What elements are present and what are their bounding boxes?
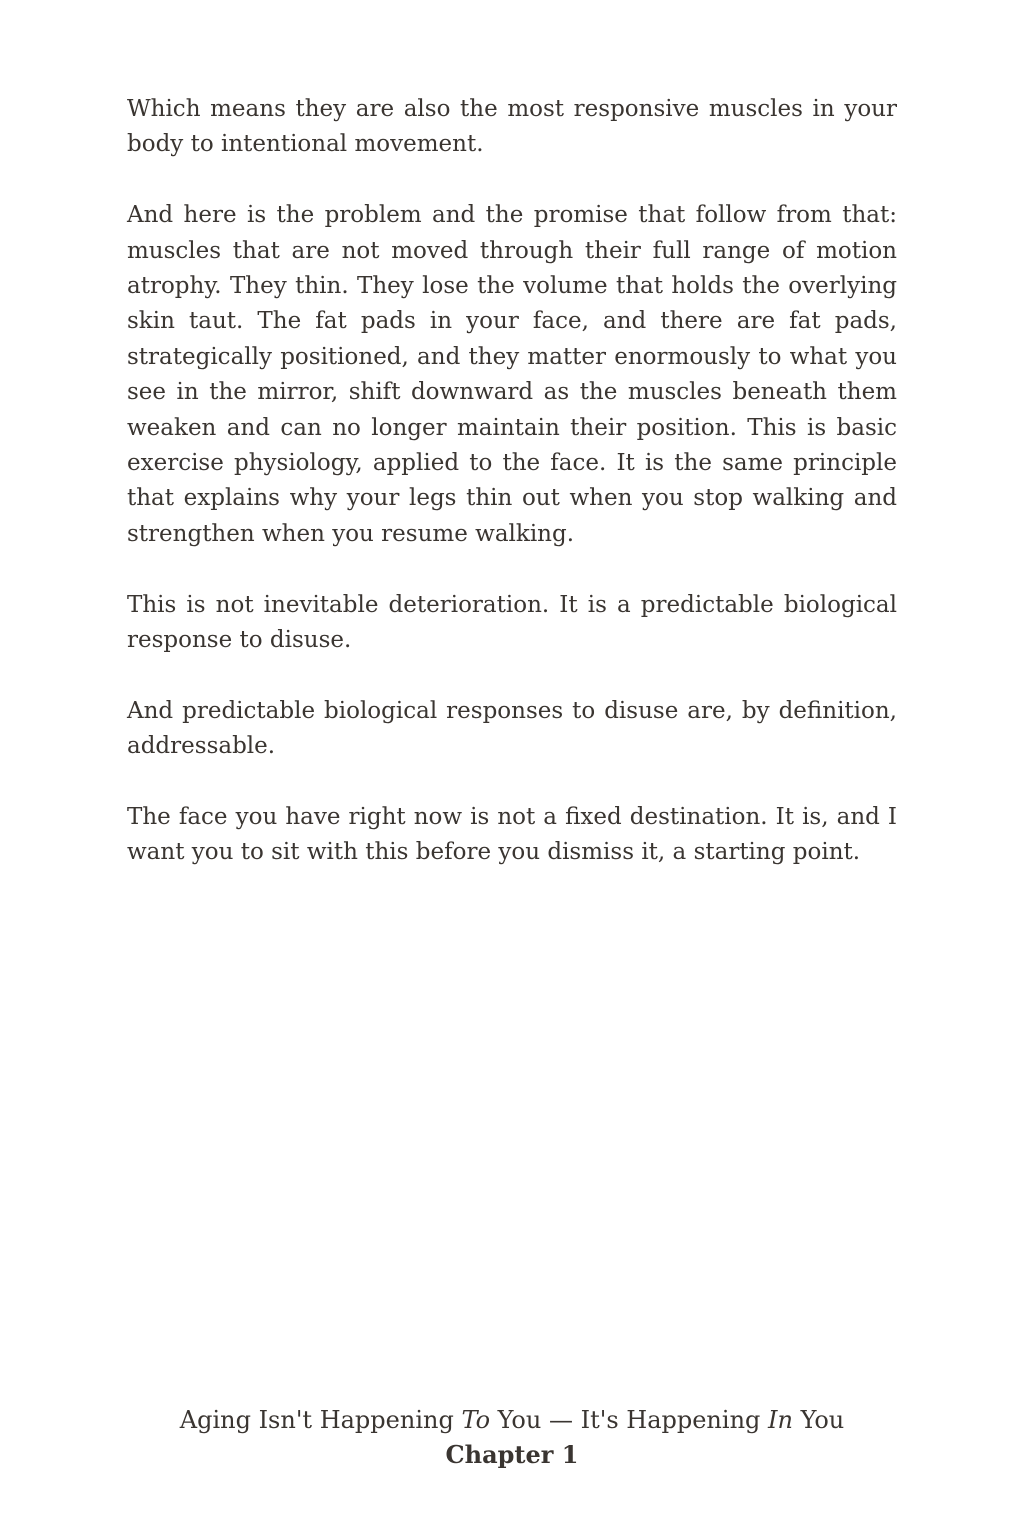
book-title-part: You — It's Happening	[490, 1406, 769, 1434]
page-footer	[0, 1402, 1024, 1472]
book-title-part: You	[792, 1406, 845, 1434]
book-title	[0, 1402, 1024, 1438]
paragraph: And predictable biological responses to disuse are, by definition, addressable.	[127, 697, 897, 760]
paragraph: Which means they are also the most responsive muscles in your body to intentional movement.	[127, 96, 897, 158]
chapter-label: Chapter 1	[445, 1440, 579, 1469]
body-text	[127, 92, 897, 906]
paragraph: The face you have right now is not a fixed destination. It is, and I want you to sit with this before you dismiss it, a starting point.	[127, 804, 897, 866]
paragraph: This is not inevitable deterioration. It is a predictable biological response to disuse.	[127, 591, 897, 654]
book-title-part: Aging Isn't Happening	[179, 1406, 462, 1434]
book-title-emphasis: In	[768, 1406, 793, 1434]
book-title-emphasis: To	[461, 1406, 491, 1434]
paragraph: And here is the problem and the promise that follow from that: muscles that are not moved through their full range of motion atrophy. They thin. They lose the volume that holds the overlying skin taut. The fat pads in your face, and there are fat pads, strategically positioned, and they matter enormously to what you see in the mirror, shift downward as the muscles beneath them weaken and can no longer maintain their position. This is basic exercise physiology, applied to the face. It is the same principle that explains why your legs thin out when you stop walking and strengthen when you resume walking.	[127, 202, 897, 547]
